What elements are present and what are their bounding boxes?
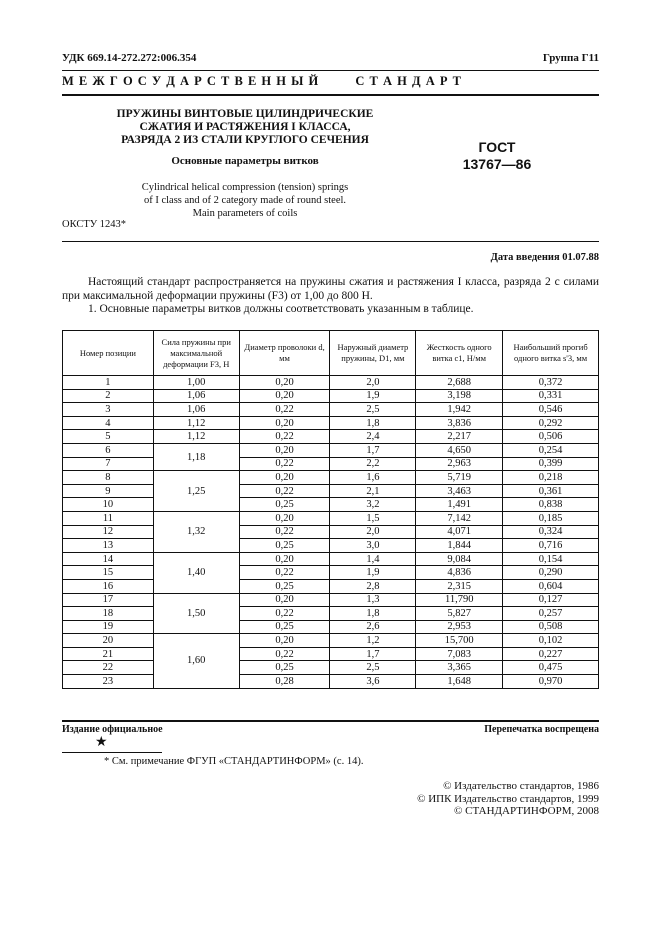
- cell-deflection: 0,227: [503, 647, 599, 661]
- cell-stiffness: 2,688: [416, 376, 503, 390]
- gost-label: ГОСТ: [478, 139, 516, 155]
- cell-wire-diameter: 0,20: [239, 634, 330, 648]
- cell-wire-diameter: 0,25: [239, 579, 330, 593]
- cell-position: 2: [63, 389, 154, 403]
- gost-number: 13767—86: [462, 156, 532, 172]
- cell-outer-diameter: 1,8: [330, 607, 416, 621]
- table-row: [63, 457, 599, 471]
- cell-force: 1,00: [153, 376, 239, 390]
- cell-deflection: 0,218: [503, 471, 599, 485]
- cell-wire-diameter: 0,22: [239, 403, 330, 417]
- cell-force: 1,25: [153, 471, 239, 512]
- cell-outer-diameter: 1,5: [330, 511, 416, 525]
- cell-wire-diameter: 0,28: [239, 675, 330, 689]
- cell-stiffness: 9,084: [416, 552, 503, 566]
- cell-outer-diameter: 3,2: [330, 498, 416, 512]
- cell-deflection: 0,292: [503, 416, 599, 430]
- table-row: [63, 539, 599, 553]
- cell-stiffness: 1,942: [416, 403, 503, 417]
- cell-stiffness: 3,365: [416, 661, 503, 675]
- cell-wire-diameter: 0,25: [239, 620, 330, 634]
- header-deflection: Наибольший прогиб одного витка s'3, мм: [503, 331, 599, 376]
- english-title: [60, 181, 430, 220]
- cell-stiffness: 7,083: [416, 647, 503, 661]
- title-rule: [62, 241, 599, 242]
- cell-outer-diameter: 1,3: [330, 593, 416, 607]
- cell-outer-diameter: 1,6: [330, 471, 416, 485]
- cell-deflection: 0,970: [503, 675, 599, 689]
- cell-force: 1,06: [153, 389, 239, 403]
- cell-position: 3: [63, 403, 154, 417]
- cell-force: 1,32: [153, 511, 239, 552]
- cell-outer-diameter: 1,7: [330, 647, 416, 661]
- cell-deflection: 0,102: [503, 634, 599, 648]
- cell-force: 1,18: [153, 443, 239, 470]
- english-line-2: of I class and of 2 category made of round steel.: [143, 195, 347, 206]
- table-row: [63, 498, 599, 512]
- table-row: [63, 661, 599, 675]
- cell-stiffness: 4,650: [416, 443, 503, 457]
- cell-position: 13: [63, 539, 154, 553]
- cell-position: 19: [63, 620, 154, 634]
- cell-stiffness: 4,071: [416, 525, 503, 539]
- cell-stiffness: 1,491: [416, 498, 503, 512]
- star-mark-icon: ★: [95, 735, 108, 750]
- table-row: [63, 675, 599, 689]
- cell-outer-diameter: 2,4: [330, 430, 416, 444]
- cell-stiffness: 2,315: [416, 579, 503, 593]
- document-subtitle: Основные параметры витков: [171, 155, 319, 167]
- copyright-1999: © ИПК Издательство стандартов, 1999: [417, 792, 599, 805]
- cell-position: 14: [63, 552, 154, 566]
- cell-wire-diameter: 0,20: [239, 593, 330, 607]
- copyright-block: [417, 780, 599, 818]
- table-row: [63, 511, 599, 525]
- cell-outer-diameter: 1,2: [330, 634, 416, 648]
- cell-position: 16: [63, 579, 154, 593]
- cell-outer-diameter: 2,8: [330, 579, 416, 593]
- cell-deflection: 0,399: [503, 457, 599, 471]
- cell-stiffness: 2,953: [416, 620, 503, 634]
- cell-wire-diameter: 0,25: [239, 498, 330, 512]
- official-edition: Издание официальное: [62, 724, 163, 735]
- cell-force: 1,50: [153, 593, 239, 634]
- cell-wire-diameter: 0,20: [239, 416, 330, 430]
- cell-outer-diameter: 2,0: [330, 376, 416, 390]
- cell-wire-diameter: 0,22: [239, 457, 330, 471]
- cell-stiffness: 7,142: [416, 511, 503, 525]
- cell-position: 12: [63, 525, 154, 539]
- table-row: [63, 443, 599, 457]
- document-title: [60, 108, 430, 147]
- table-row: [63, 525, 599, 539]
- english-line-1: Cylindrical helical compression (tension) springs: [141, 182, 349, 193]
- cell-deflection: 0,331: [503, 389, 599, 403]
- banner-rule: [62, 94, 599, 96]
- table-row: [63, 389, 599, 403]
- cell-position: 17: [63, 593, 154, 607]
- cell-deflection: 0,716: [503, 539, 599, 553]
- cell-deflection: 0,372: [503, 376, 599, 390]
- table-body: [63, 376, 599, 689]
- english-line-3: Main parameters of coils: [192, 208, 298, 219]
- cell-wire-diameter: 0,22: [239, 525, 330, 539]
- cell-deflection: 0,257: [503, 607, 599, 621]
- cell-position: 7: [63, 457, 154, 471]
- cell-outer-diameter: 3,6: [330, 675, 416, 689]
- coil-parameters-table: [62, 330, 599, 689]
- cell-stiffness: 4,836: [416, 566, 503, 580]
- cell-stiffness: 1,844: [416, 539, 503, 553]
- cell-stiffness: 15,700: [416, 634, 503, 648]
- cell-deflection: 0,838: [503, 498, 599, 512]
- cell-position: 23: [63, 675, 154, 689]
- cell-outer-diameter: 2,2: [330, 457, 416, 471]
- cell-outer-diameter: 2,6: [330, 620, 416, 634]
- cell-force: 1,06: [153, 403, 239, 417]
- table-row: [63, 620, 599, 634]
- table-row: [63, 416, 599, 430]
- cell-wire-diameter: 0,22: [239, 484, 330, 498]
- cell-force: 1,12: [153, 430, 239, 444]
- header-rule: [62, 70, 599, 71]
- table-row: [63, 566, 599, 580]
- cell-wire-diameter: 0,25: [239, 661, 330, 675]
- title-line-3: РАЗРЯДА 2 ИЗ СТАЛИ КРУГЛОГО СЕЧЕНИЯ: [121, 134, 369, 146]
- cell-deflection: 0,475: [503, 661, 599, 675]
- cell-deflection: 0,546: [503, 403, 599, 417]
- table-row: [63, 484, 599, 498]
- cell-wire-diameter: 0,20: [239, 511, 330, 525]
- cell-outer-diameter: 2,1: [330, 484, 416, 498]
- footnote: * См. примечание ФГУП «СТАНДАРТИНФОРМ» (с. 14).: [104, 756, 364, 767]
- table-row: [63, 634, 599, 648]
- header-wire-diameter: Диаметр проволоки d, мм: [239, 331, 330, 376]
- cell-outer-diameter: 1,9: [330, 389, 416, 403]
- cell-wire-diameter: 0,20: [239, 471, 330, 485]
- cell-wire-diameter: 0,20: [239, 443, 330, 457]
- cell-position: 4: [63, 416, 154, 430]
- cell-outer-diameter: 1,8: [330, 416, 416, 430]
- cell-position: 9: [63, 484, 154, 498]
- effective-date: Дата введения 01.07.88: [490, 252, 599, 263]
- cell-deflection: 0,290: [503, 566, 599, 580]
- cell-stiffness: 3,836: [416, 416, 503, 430]
- cell-position: 18: [63, 607, 154, 621]
- cell-stiffness: 2,217: [416, 430, 503, 444]
- banner-right: С Т А Н Д А Р Т: [355, 74, 462, 88]
- cell-stiffness: 5,827: [416, 607, 503, 621]
- title-line-2: СЖАТИЯ И РАСТЯЖЕНИЯ I КЛАССА,: [139, 121, 351, 133]
- cell-deflection: 0,361: [503, 484, 599, 498]
- udk-code: УДК 669.14-272.272:006.354: [62, 52, 197, 64]
- table-row: [63, 471, 599, 485]
- header-force: Сила пружины при максимальной деформации F3, Н: [153, 331, 239, 376]
- header-outer-diameter: Наружный диаметр пружины, D1, мм: [330, 331, 416, 376]
- cell-deflection: 0,127: [503, 593, 599, 607]
- cell-position: 15: [63, 566, 154, 580]
- cell-outer-diameter: 1,9: [330, 566, 416, 580]
- cell-wire-diameter: 0,22: [239, 566, 330, 580]
- cell-outer-diameter: 2,5: [330, 403, 416, 417]
- cell-stiffness: 5,719: [416, 471, 503, 485]
- cell-stiffness: 3,198: [416, 389, 503, 403]
- cell-outer-diameter: 3,0: [330, 539, 416, 553]
- clause-1-paragraph: 1. Основные параметры витков должны соответствовать указанным в таблице.: [88, 303, 474, 315]
- table-row: [63, 430, 599, 444]
- scope-paragraph: Настоящий стандарт распространяется на пружины сжатия и растяжения I класса, разряда 2 с силами при максимальной деформации пружины (F3) от 1,00 до 800 Н.: [62, 276, 599, 302]
- title-line-1: ПРУЖИНЫ ВИНТОВЫЕ ЦИЛИНДРИЧЕСКИЕ: [116, 108, 374, 120]
- cell-deflection: 0,254: [503, 443, 599, 457]
- cell-deflection: 0,154: [503, 552, 599, 566]
- reprint-prohibited: Перепечатка воспрещена: [484, 724, 599, 735]
- table-row: [63, 579, 599, 593]
- footnote-rule: [62, 752, 162, 753]
- cell-force: 1,40: [153, 552, 239, 593]
- cell-wire-diameter: 0,20: [239, 376, 330, 390]
- cell-force: 1,60: [153, 634, 239, 688]
- table-row: [63, 607, 599, 621]
- copyright-2008: © СТАНДАРТИНФОРМ, 2008: [454, 805, 599, 817]
- cell-wire-diameter: 0,20: [239, 552, 330, 566]
- table-row: [63, 593, 599, 607]
- cell-force: 1,12: [153, 416, 239, 430]
- cell-position: 10: [63, 498, 154, 512]
- cell-position: 8: [63, 471, 154, 485]
- cell-stiffness: 3,463: [416, 484, 503, 498]
- cell-deflection: 0,506: [503, 430, 599, 444]
- cell-outer-diameter: 2,5: [330, 661, 416, 675]
- table-row: [63, 376, 599, 390]
- group-code: Группа Г11: [542, 52, 599, 64]
- table-row: [63, 403, 599, 417]
- cell-position: 21: [63, 647, 154, 661]
- footer-rule: [62, 720, 599, 722]
- cell-position: 11: [63, 511, 154, 525]
- cell-outer-diameter: 1,7: [330, 443, 416, 457]
- cell-wire-diameter: 0,22: [239, 647, 330, 661]
- cell-outer-diameter: 1,4: [330, 552, 416, 566]
- cell-position: 1: [63, 376, 154, 390]
- cell-wire-diameter: 0,22: [239, 607, 330, 621]
- header-stiffness: Жесткость одного витка c1, Н/мм: [416, 331, 503, 376]
- copyright-1986: © Издательство стандартов, 1986: [443, 780, 599, 792]
- gost-designation: [452, 139, 542, 173]
- header-position: Номер позиции: [63, 331, 154, 376]
- cell-wire-diameter: 0,22: [239, 430, 330, 444]
- cell-outer-diameter: 2,0: [330, 525, 416, 539]
- cell-stiffness: 11,790: [416, 593, 503, 607]
- okstu-code: ОКСТУ 1243*: [62, 219, 127, 230]
- standard-banner: [62, 74, 599, 89]
- cell-wire-diameter: 0,25: [239, 539, 330, 553]
- cell-stiffness: 1,648: [416, 675, 503, 689]
- cell-wire-diameter: 0,20: [239, 389, 330, 403]
- cell-position: 6: [63, 443, 154, 457]
- cell-deflection: 0,604: [503, 579, 599, 593]
- table-row: [63, 552, 599, 566]
- cell-deflection: 0,185: [503, 511, 599, 525]
- cell-deflection: 0,508: [503, 620, 599, 634]
- cell-deflection: 0,324: [503, 525, 599, 539]
- cell-stiffness: 2,963: [416, 457, 503, 471]
- cell-position: 5: [63, 430, 154, 444]
- cell-position: 22: [63, 661, 154, 675]
- cell-position: 20: [63, 634, 154, 648]
- banner-left: М Е Ж Г О С У Д А Р С Т В Е Н Н Ы Й: [62, 74, 320, 88]
- table-row: [63, 647, 599, 661]
- table-header-row: [63, 331, 599, 376]
